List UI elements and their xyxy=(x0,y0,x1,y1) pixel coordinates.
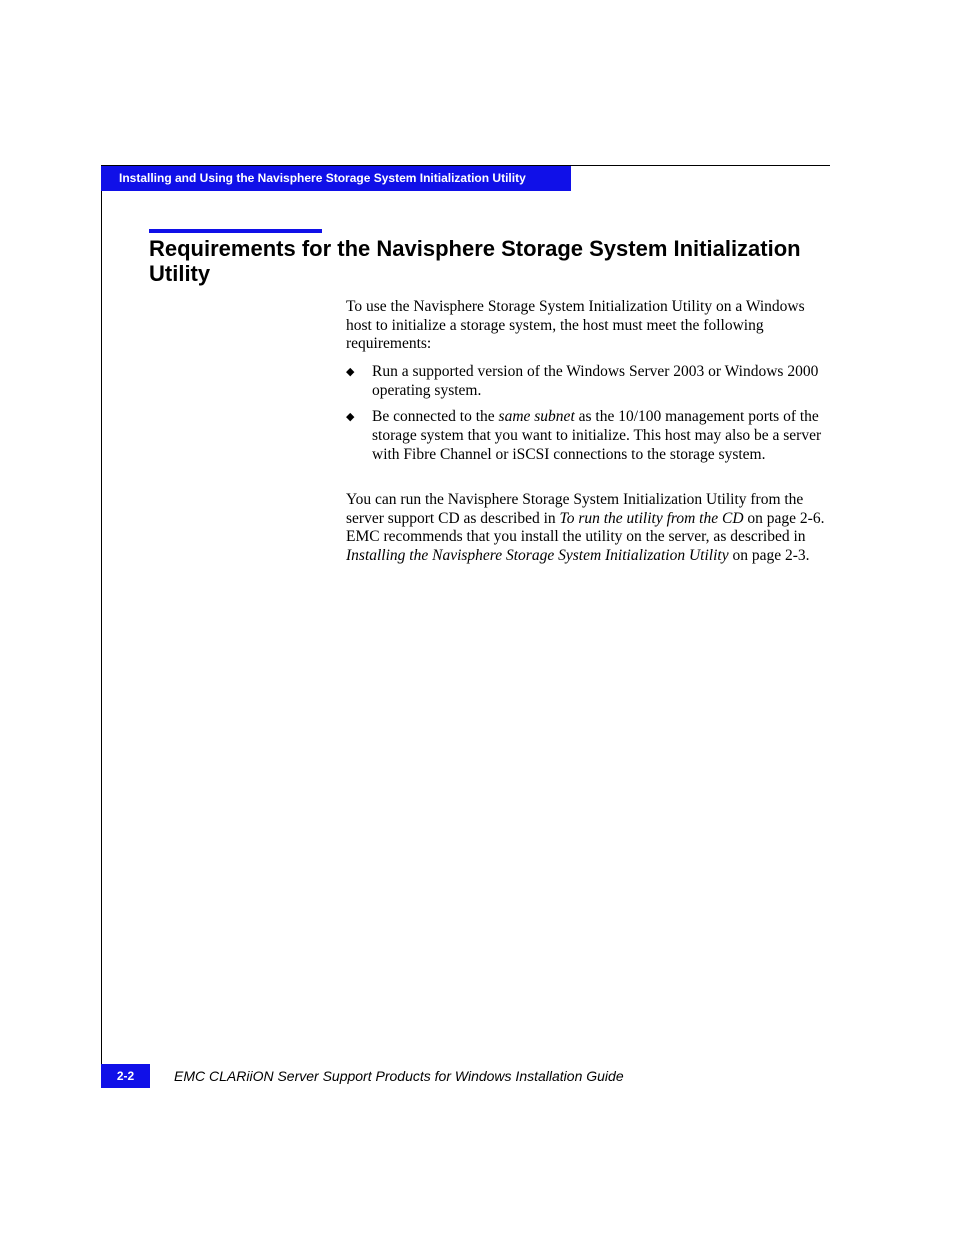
cross-reference-link[interactable]: Installing the Navisphere Storage System Initialization Utility xyxy=(346,547,729,565)
requirements-list xyxy=(346,363,826,473)
running-header: Installing and Using the Navisphere Storage System Initialization Utility xyxy=(101,166,571,191)
list-item-text-after: as the 10/100 management ports of the storage system that you want to initialize. This host may also be a server with Fibre Channel or iSCSI connections to the storage system. xyxy=(372,408,822,463)
footer-book-title: EMC CLARiiON Server Support Products for Windows Installation Guide xyxy=(174,1068,624,1084)
paragraph-text: on page 2-6. EMC recommends that you install the utility on the server, as described in xyxy=(346,509,825,546)
intro-paragraph: To use the Navisphere Storage System Initialization Utility on a Windows host to initialize a storage system, the host must meet the following requirements: xyxy=(346,298,805,353)
diamond-bullet-icon: ◆ xyxy=(346,411,355,424)
list-item xyxy=(346,363,826,400)
section-title: Requirements for the Navisphere Storage System Initialization Utility xyxy=(149,236,801,286)
section-title-rule xyxy=(149,229,322,233)
list-item-emphasis: same subnet xyxy=(498,408,575,426)
list-item-text: Run a supported version of the Windows Server 2003 or Windows 2000 operating system. xyxy=(372,363,819,399)
page-left-rule xyxy=(101,165,102,1088)
diamond-bullet-icon: ◆ xyxy=(346,366,355,378)
list-item-text-before: Be connected to the xyxy=(372,408,499,426)
paragraph-text: on page 2-3. xyxy=(728,547,810,565)
list-item xyxy=(346,408,826,464)
page-number: 2-2 xyxy=(101,1064,150,1088)
run-utility-paragraph xyxy=(346,491,826,566)
paragraph-text: You can run the Navisphere Storage System Initialization Utility from the server support CD as described in xyxy=(346,491,804,527)
cross-reference-link[interactable]: To run the utility from the CD xyxy=(559,509,744,527)
